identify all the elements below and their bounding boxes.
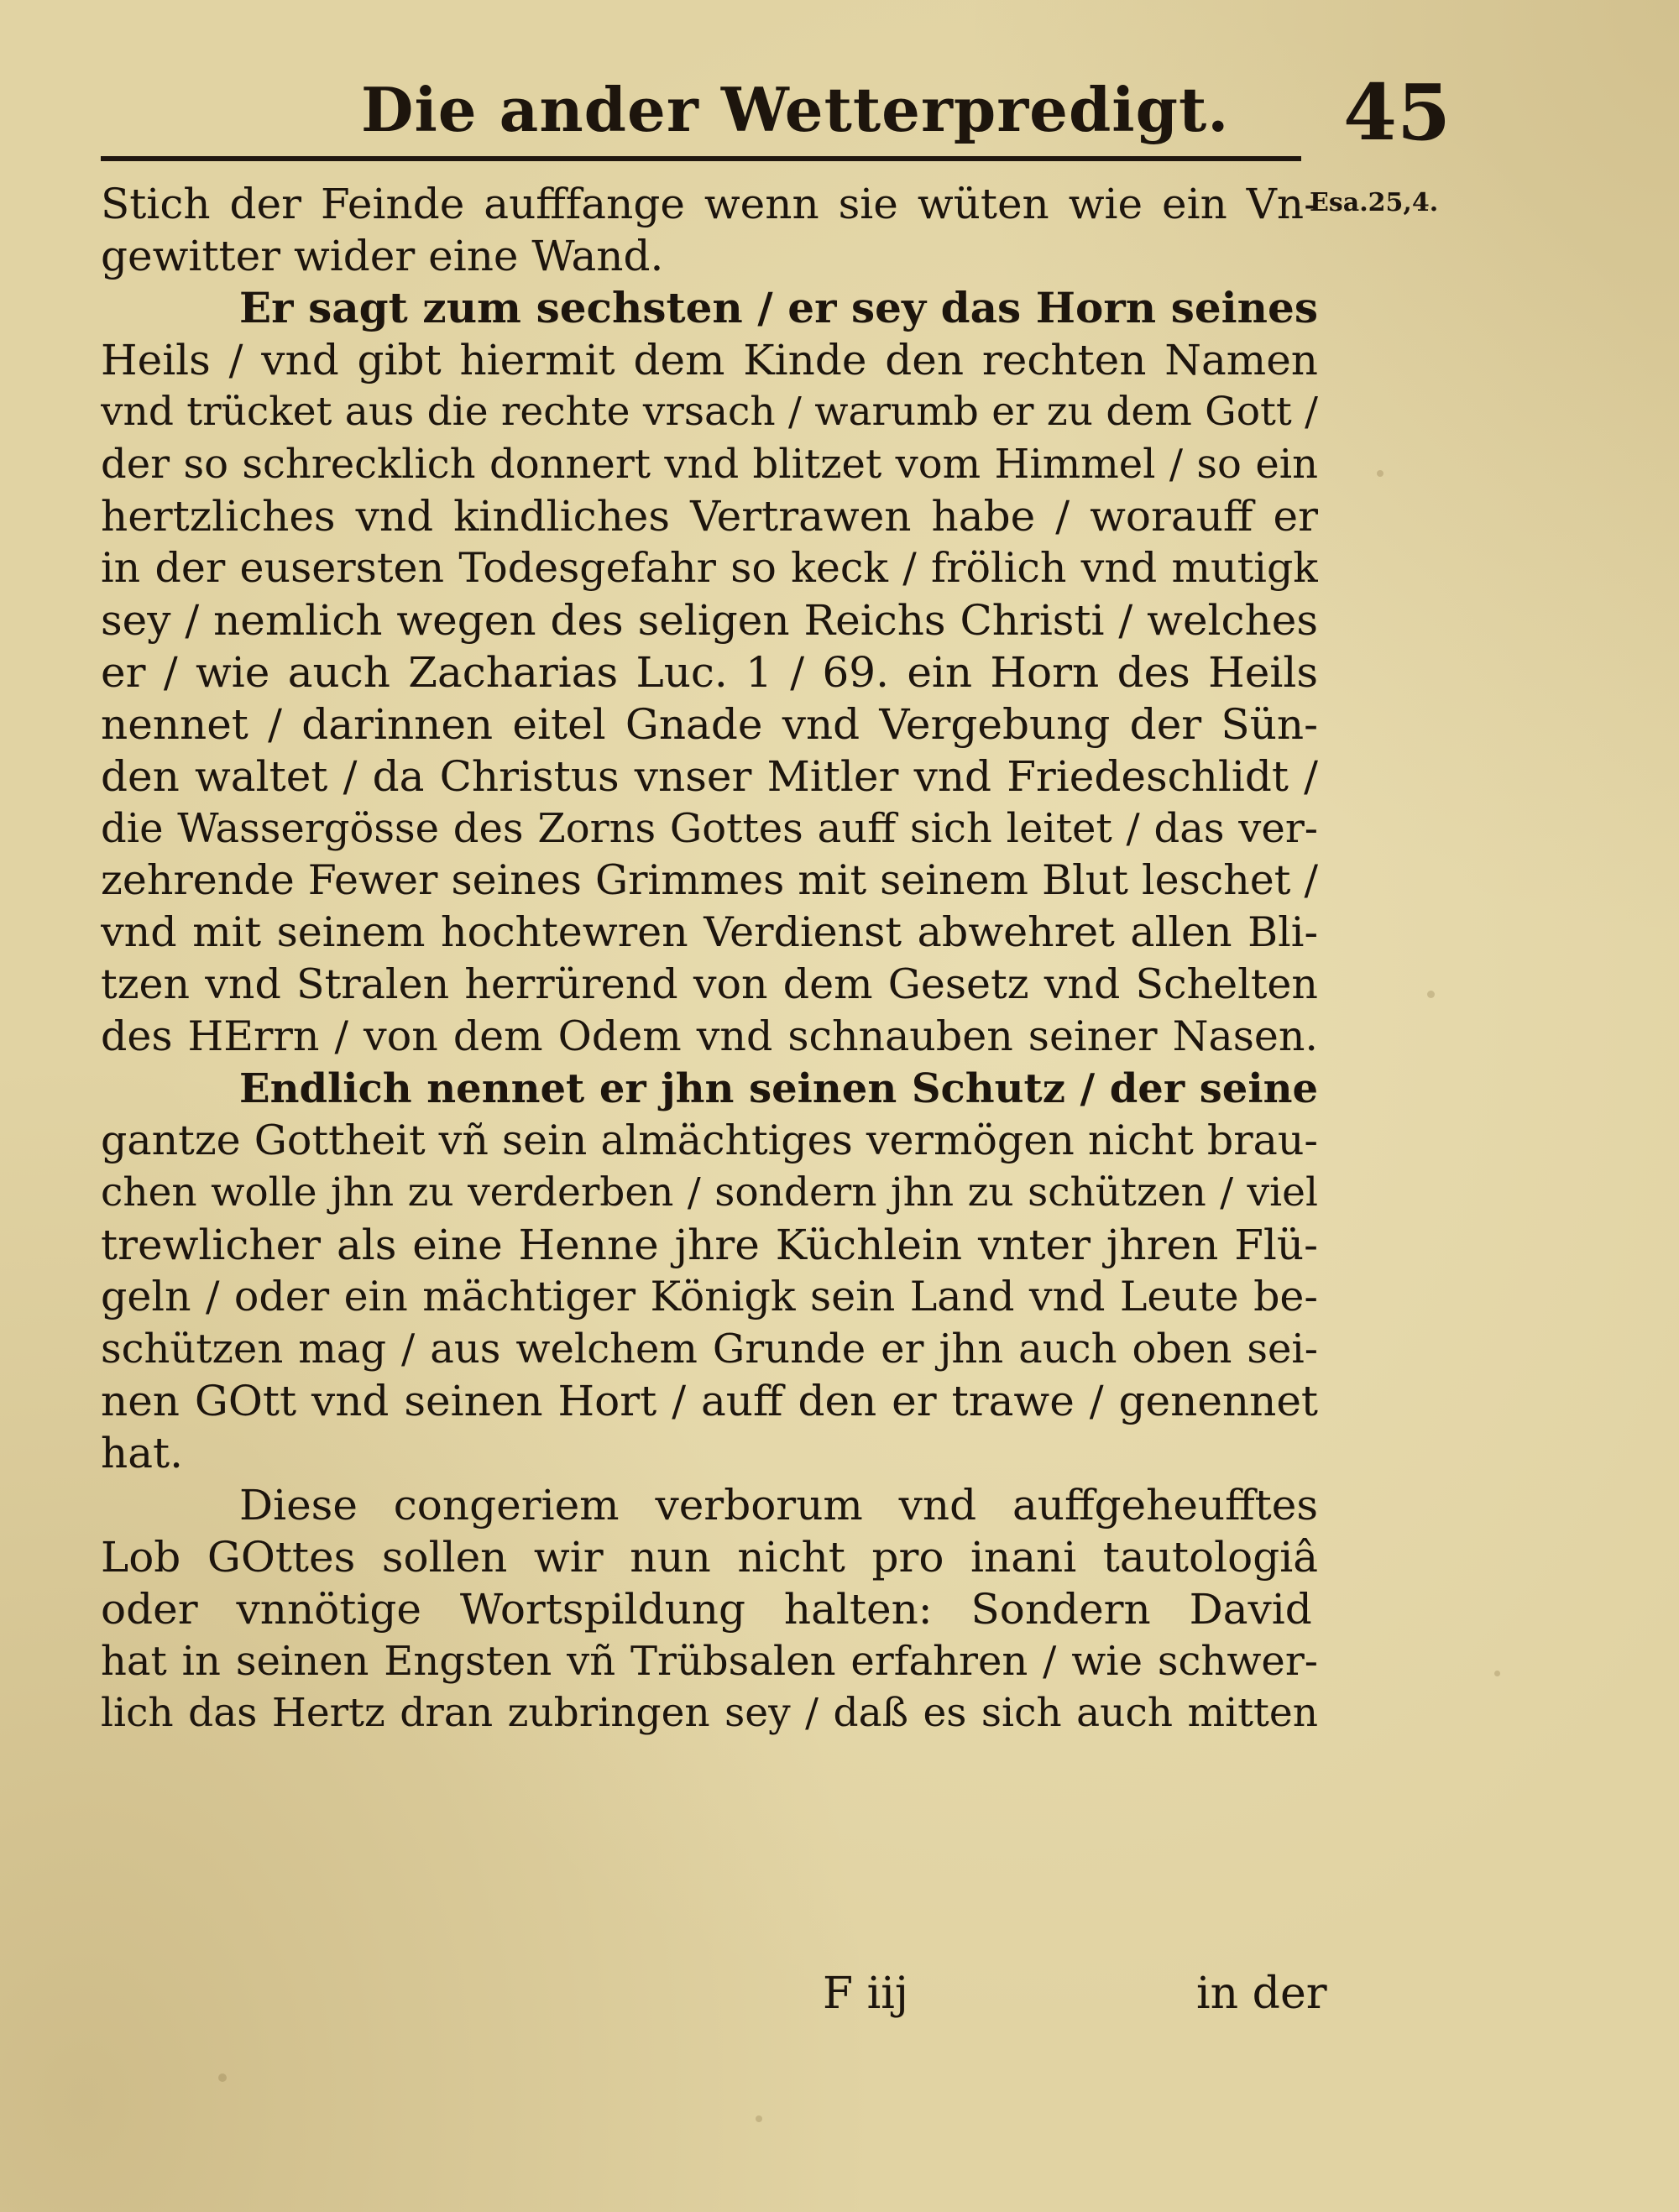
signature-mark: F iij (823, 1969, 908, 2019)
text-line: oder vnnötige Wortspildung halten: Sondern David (101, 1585, 1312, 1634)
text-line: zehrende Fewer seines Grimmes mit seinem Blut leschet / (101, 856, 1318, 904)
paper-stain (218, 2073, 227, 2082)
text-line: Diese congeriem verborum vnd auffgeheufftes (239, 1481, 1318, 1530)
paper-stain (1377, 470, 1383, 477)
catchword: in der (1196, 1969, 1327, 2019)
text-line: in der eusersten Todesgefahr so keck / frölich vnd mutigk (101, 544, 1318, 592)
text-line: tzen vnd Stralen herrürend von dem Gesetz vnd Schelten (101, 960, 1318, 1008)
text-line: Er sagt zum sechsten / er sey das Horn seines (239, 283, 1318, 332)
text-line: chen wolle jhn zu verderben / sondern jhn zu schützen / viel (101, 1169, 1318, 1216)
text-line: er / wie auch Zacharias Luc. 1 / 69. ein Horn des Heils (101, 648, 1318, 697)
text-line: sey / nemlich wegen des seligen Reichs Christi / welches (101, 596, 1318, 645)
text-line: Endlich nennet er jhn seinen Schutz / der seine (239, 1065, 1318, 1112)
text-line: lich das Hertz dran zubringen sey / daß es sich auch mitten (101, 1690, 1318, 1736)
text-line: die Wassergösse des Zorns Gottes auff sich leitet / das ver- (101, 805, 1318, 852)
paper-stain (1427, 991, 1435, 998)
header-rule (101, 156, 1301, 161)
text-line: hat in seinen Engsten vñ Trübsalen erfahren / wie schwer- (101, 1638, 1318, 1685)
page-number: 45 (1343, 67, 1451, 158)
text-line: Stich der Feinde aufffange wenn sie wüten wie ein Vn- (101, 180, 1318, 228)
text-line: gewitter wider eine Wand. (101, 232, 664, 280)
text-block (101, 178, 1318, 1739)
text-line: nennet / darinnen eitel Gnade vnd Vergebung der Sün- (101, 700, 1318, 749)
marginal-note: Esa.25,4. (1310, 188, 1439, 217)
text-line: Heils / vnd gibt hiermit dem Kinde den rechten Namen (101, 336, 1318, 384)
text-line: hertzliches vnd kindliches Vertrawen habe / worauff er (101, 492, 1318, 541)
text-line: der so schrecklich donnert vnd blitzet vom Himmel / so ein (101, 441, 1318, 488)
text-line: Lob GOttes sollen wir nun nicht pro inani tautologiâ (101, 1533, 1318, 1582)
paper-stain (1494, 1671, 1500, 1676)
text-line: nen GOtt vnd seinen Hort / auff den er trawe / genennet (101, 1377, 1318, 1425)
text-line: geln / oder ein mächtiger Königk sein Land vnd Leute be- (101, 1273, 1318, 1320)
text-line: vnd trücket aus die rechte vrsach / warumb er zu dem Gott / (101, 389, 1318, 435)
text-line: hat. (101, 1429, 183, 1477)
text-line: schützen mag / aus welchem Grunde er jhn auch oben sei- (101, 1326, 1318, 1373)
paper-stain (756, 2115, 762, 2122)
running-head: Die ander Wetterpredigt. (361, 74, 1230, 145)
text-line: trewlicher als eine Henne jhre Küchlein vnter jhren Flü- (101, 1221, 1318, 1269)
text-line: vnd mit seinem hochtewren Verdienst abwehret allen Bli- (101, 908, 1318, 956)
text-line: gantze Gottheit vñ sein almächtiges vermögen nicht brau- (101, 1116, 1318, 1164)
text-line: des HErrn / von dem Odem vnd schnauben seiner Nasen. (101, 1012, 1318, 1060)
text-line: den waltet / da Christus vnser Mitler vnd Friedeschlidt / (101, 752, 1318, 801)
